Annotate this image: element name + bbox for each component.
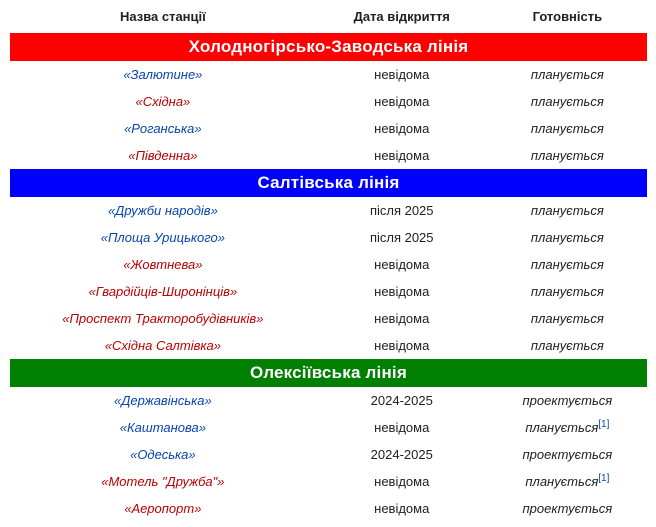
station-link[interactable]: «Південна»	[128, 148, 198, 163]
opening-date: невідома	[374, 94, 430, 109]
readiness-status: планується	[530, 338, 604, 353]
opening-date: 2024-2025	[370, 447, 433, 462]
readiness-cell	[488, 61, 647, 88]
readiness-status: планується	[530, 121, 604, 136]
readiness-cell	[488, 495, 647, 522]
readiness-cell	[488, 197, 647, 224]
station-link[interactable]: «Проспект Тракторобудівників»	[62, 311, 264, 326]
station-name-cell	[10, 305, 316, 332]
readiness-status: планується	[530, 284, 604, 299]
opening-date: після 2025	[369, 230, 434, 245]
readiness-status: планується	[530, 203, 604, 218]
station-row	[10, 414, 647, 441]
opening-date: невідома	[374, 474, 430, 489]
readiness-status: планується	[530, 311, 604, 326]
line-header-row	[10, 359, 647, 387]
line-title: Олексіївська лінія	[10, 359, 647, 387]
station-name-cell	[10, 61, 316, 88]
station-name-cell	[10, 414, 316, 441]
station-link[interactable]: «Східна»	[135, 94, 191, 109]
column-header-opening-date: Дата відкриття	[353, 9, 450, 24]
opening-date: невідома	[374, 284, 430, 299]
opening-date: невідома	[374, 338, 430, 353]
line-title: Холодногірсько-Заводська лінія	[10, 33, 647, 61]
station-name-cell	[10, 387, 316, 414]
station-row	[10, 197, 647, 224]
opening-date: невідома	[374, 420, 430, 435]
station-link[interactable]: «Державінська»	[114, 393, 212, 408]
station-link[interactable]: «Жовтнева»	[123, 257, 203, 272]
station-row	[10, 251, 647, 278]
station-name-cell	[10, 468, 316, 495]
station-name-cell	[10, 115, 316, 142]
station-link[interactable]: «Аеропорт»	[124, 501, 202, 516]
station-name-cell	[10, 142, 316, 169]
station-link[interactable]: «Дружби народів»	[107, 203, 218, 218]
station-row	[10, 224, 647, 251]
readiness-status: планується	[530, 67, 604, 82]
station-row	[10, 115, 647, 142]
readiness-cell	[488, 115, 647, 142]
station-link[interactable]: «Одеська»	[130, 447, 196, 462]
station-row	[10, 142, 647, 169]
station-link[interactable]: «Залютине»	[123, 67, 203, 82]
station-link[interactable]: «Роганська»	[124, 121, 202, 136]
opening-date: невідома	[374, 311, 430, 326]
station-row	[10, 495, 647, 522]
station-name-cell	[10, 441, 316, 468]
station-name-cell	[10, 495, 316, 522]
opening-date: 2024-2025	[370, 393, 433, 408]
station-link[interactable]: «Площа Урицького»	[100, 230, 225, 245]
readiness-status: планується	[525, 420, 599, 435]
readiness-cell	[488, 224, 647, 251]
station-link[interactable]: «Східна Салтівка»	[104, 338, 221, 353]
stations-table	[10, 0, 647, 522]
opening-date: після 2025	[369, 203, 434, 218]
opening-date: невідома	[374, 148, 430, 163]
readiness-status: планується	[530, 148, 604, 163]
readiness-cell	[488, 278, 647, 305]
opening-date: невідома	[374, 67, 430, 82]
station-row	[10, 441, 647, 468]
line-title: Салтівська лінія	[10, 169, 647, 197]
readiness-cell	[488, 468, 647, 495]
opening-date: невідома	[374, 121, 430, 136]
station-link[interactable]: «Мотель "Дружба"»	[101, 474, 225, 489]
reference-superscript	[598, 472, 609, 484]
station-row	[10, 468, 647, 495]
readiness-status: планується	[530, 257, 604, 272]
opening-date: невідома	[374, 257, 430, 272]
station-row	[10, 305, 647, 332]
opening-date: невідома	[374, 501, 430, 516]
readiness-cell	[488, 251, 647, 278]
station-name-cell	[10, 278, 316, 305]
station-name-cell	[10, 251, 316, 278]
station-row	[10, 332, 647, 359]
stations-table-body	[10, 33, 647, 522]
readiness-status: проектується	[522, 501, 613, 516]
station-name-cell	[10, 88, 316, 115]
reference-superscript	[598, 418, 609, 430]
station-name-cell	[10, 332, 316, 359]
station-row	[10, 88, 647, 115]
reference-link[interactable]: [1]	[598, 418, 610, 430]
station-name-cell	[10, 224, 316, 251]
reference-link[interactable]: [1]	[598, 472, 610, 484]
readiness-status: проектується	[522, 447, 613, 462]
readiness-cell	[488, 332, 647, 359]
station-row	[10, 387, 647, 414]
station-link[interactable]: «Гвардійців-Широнінців»	[88, 284, 238, 299]
line-header-row	[10, 169, 647, 197]
readiness-status: планується	[525, 474, 599, 489]
readiness-cell	[488, 142, 647, 169]
station-name-cell	[10, 197, 316, 224]
column-header-station-name: Назва станції	[119, 9, 206, 24]
line-header-row	[10, 33, 647, 61]
column-header-readiness: Готовність	[532, 9, 603, 24]
readiness-status: планується	[530, 230, 604, 245]
readiness-status: планується	[530, 94, 604, 109]
readiness-cell	[488, 387, 647, 414]
readiness-cell	[488, 414, 647, 441]
table-header-row	[10, 0, 647, 33]
station-row	[10, 278, 647, 305]
station-link[interactable]: «Каштанова»	[119, 420, 206, 435]
readiness-cell	[488, 441, 647, 468]
readiness-cell	[488, 88, 647, 115]
station-row	[10, 61, 647, 88]
readiness-cell	[488, 305, 647, 332]
readiness-status: проектується	[522, 393, 613, 408]
